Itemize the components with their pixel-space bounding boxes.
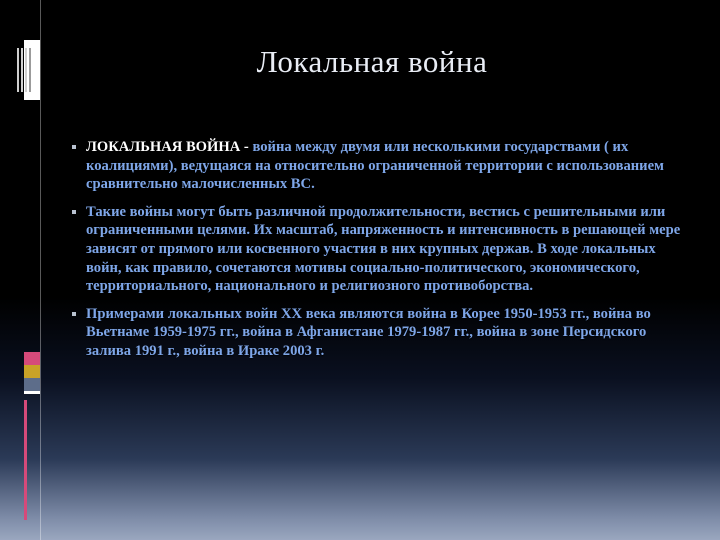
rail-pink-bar [24,400,27,520]
swatch-gold [24,365,40,378]
swatch-steel [24,378,40,391]
rail-stripes-icon [17,48,33,92]
slide-decoration-rail [0,0,42,540]
swatch-pink [24,352,40,365]
list-item [72,305,694,361]
bullet-dash: - [240,139,253,155]
rail-color-swatches [24,352,40,394]
bullet-square-icon [72,203,86,214]
swatch-divider [24,391,40,394]
slide-body [72,138,694,370]
bullet-text [86,138,694,194]
list-item [72,203,694,296]
bullet-body: Примерами локальных войн XX века являются война в Корее 1950-1953 гг., война во Вьетнаме 1959-1975 гг., война в Афганистане 1979-1987 гг., война в зоне Персидского залива 1991 г., война в Ираке 2003 г. [86,305,651,359]
list-item [72,138,694,194]
bullet-text [86,305,694,361]
rail-vertical-line [40,0,41,540]
bullet-lead: ЛОКАЛЬНАЯ ВОЙНА [86,139,241,155]
bullet-body: Такие войны могут быть различной продолжительности, вестись с решительными или ограниченными целями. Их масштаб, напряженность и интенсивность в решающей мере зависят от прямого или косвенного участия в них крупных держав. В ходе локальных войн, как правило, сочетаются мотивы социально-политического, экономического, территориального, национального и религиозного противоборства. [86,203,681,295]
bullet-text [86,203,694,296]
bullet-body: война между двумя или несколькими государствами ( их коалициями), ведущаяся на относительно ограниченной территории с использованием сравнительно малочисленных ВС. [86,139,664,193]
slide-title: Локальная война [256,44,488,79]
bullet-square-icon [72,305,86,316]
bullet-square-icon [72,138,86,149]
